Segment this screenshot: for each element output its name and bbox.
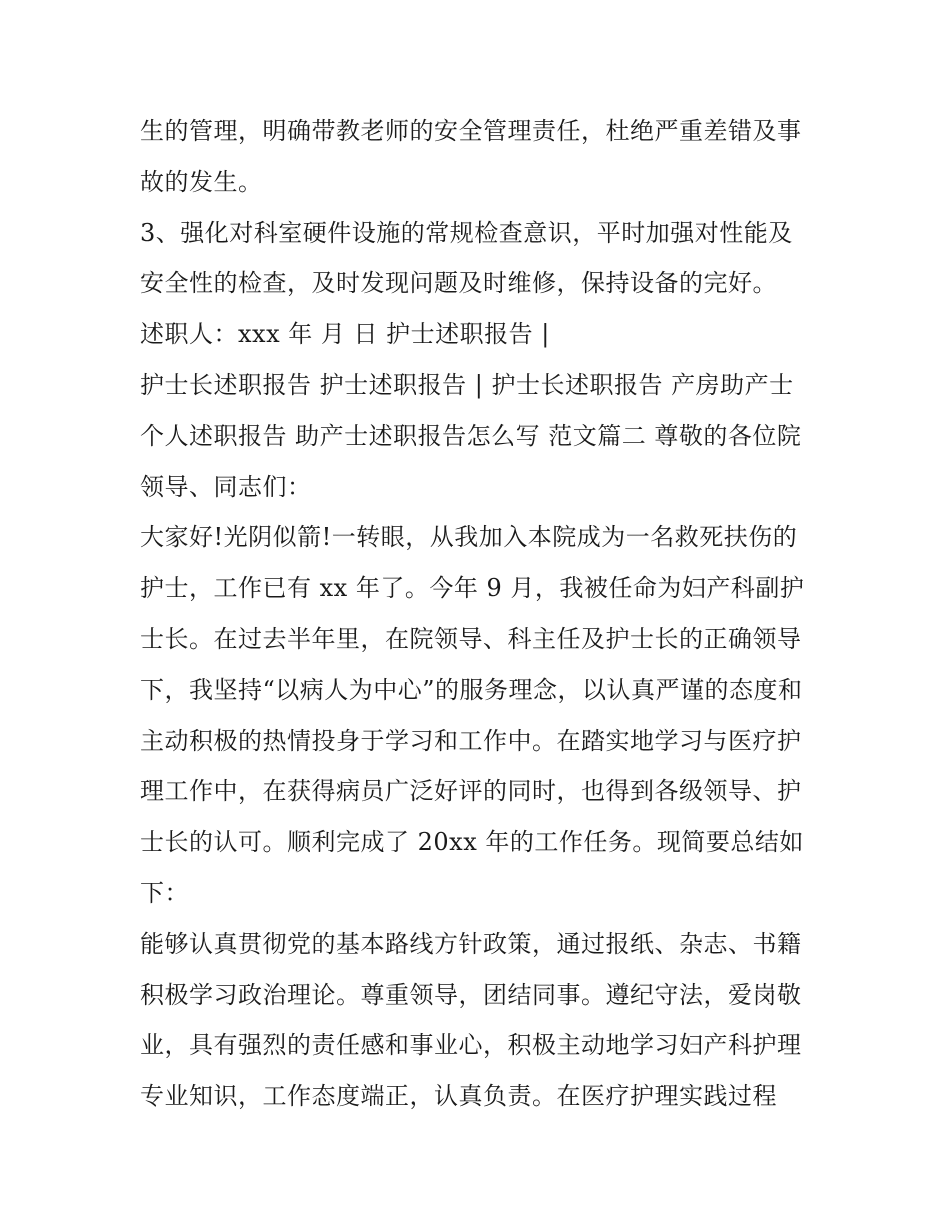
text-line: 3、强化对科室硬件设施的常规检查意识，平时加强对性能及 — [140, 218, 793, 247]
text-line: 大家好!光阴似箭!一转眼，从我加入本院成为一名救死扶伤的 — [140, 523, 798, 552]
text-line: 护士，工作已有 xx 年了。今年 9 月，我被任命为妇产科副护 — [140, 574, 805, 603]
text-line: 专业知识，工作态度端正，认真负责。在医疗护理实践过程 — [140, 1082, 777, 1111]
text-line: 领导、同志们： — [140, 472, 312, 501]
text-line: 理工作中，在获得病员广泛好评的同时，也得到各级领导、护 — [140, 777, 802, 806]
text-line: 安全性的检查，及时发现问题及时维修，保持设备的完好。 — [140, 269, 777, 298]
text-line: 故的发生。 — [140, 167, 263, 196]
text-line: 个人述职报告 助产士述职报告怎么写 范文篇二 尊敬的各位院 — [140, 421, 802, 450]
text-line: 能够认真贯彻党的基本路线方针政策，通过报纸、杂志、书籍 — [140, 929, 802, 958]
text-line: 主动积极的热情投身于学习和工作中。在踏实地学习与医疗护 — [140, 726, 802, 755]
text-line: 护士长述职报告 护士述职报告 | 护士长述职报告 产房助产士 — [140, 370, 794, 399]
text-line: 士长的认可。顺利完成了 20xx 年的工作任务。现简要总结如 — [140, 828, 804, 857]
text-line: 积极学习政治理论。尊重领导，团结同事。遵纪守法，爱岗敬 — [140, 980, 802, 1009]
text-line: 业，具有强烈的责任感和事业心，积极主动地学习妇产科护理 — [140, 1031, 802, 1060]
text-line: 士长。在过去半年里，在院领导、科主任及护士长的正确领导 — [140, 624, 802, 653]
text-line: 生的管理，明确带教老师的安全管理责任，杜绝严重差错及事 — [140, 117, 802, 145]
text-line: 下： — [140, 878, 189, 907]
text-line: 述职人：xxx 年 月 日 护士述职报告 | — [140, 320, 550, 349]
text-line: 下，我坚持“以病人为中心”的服务理念，以认真严谨的态度和 — [140, 675, 803, 704]
document-body — [140, 106, 830, 1122]
